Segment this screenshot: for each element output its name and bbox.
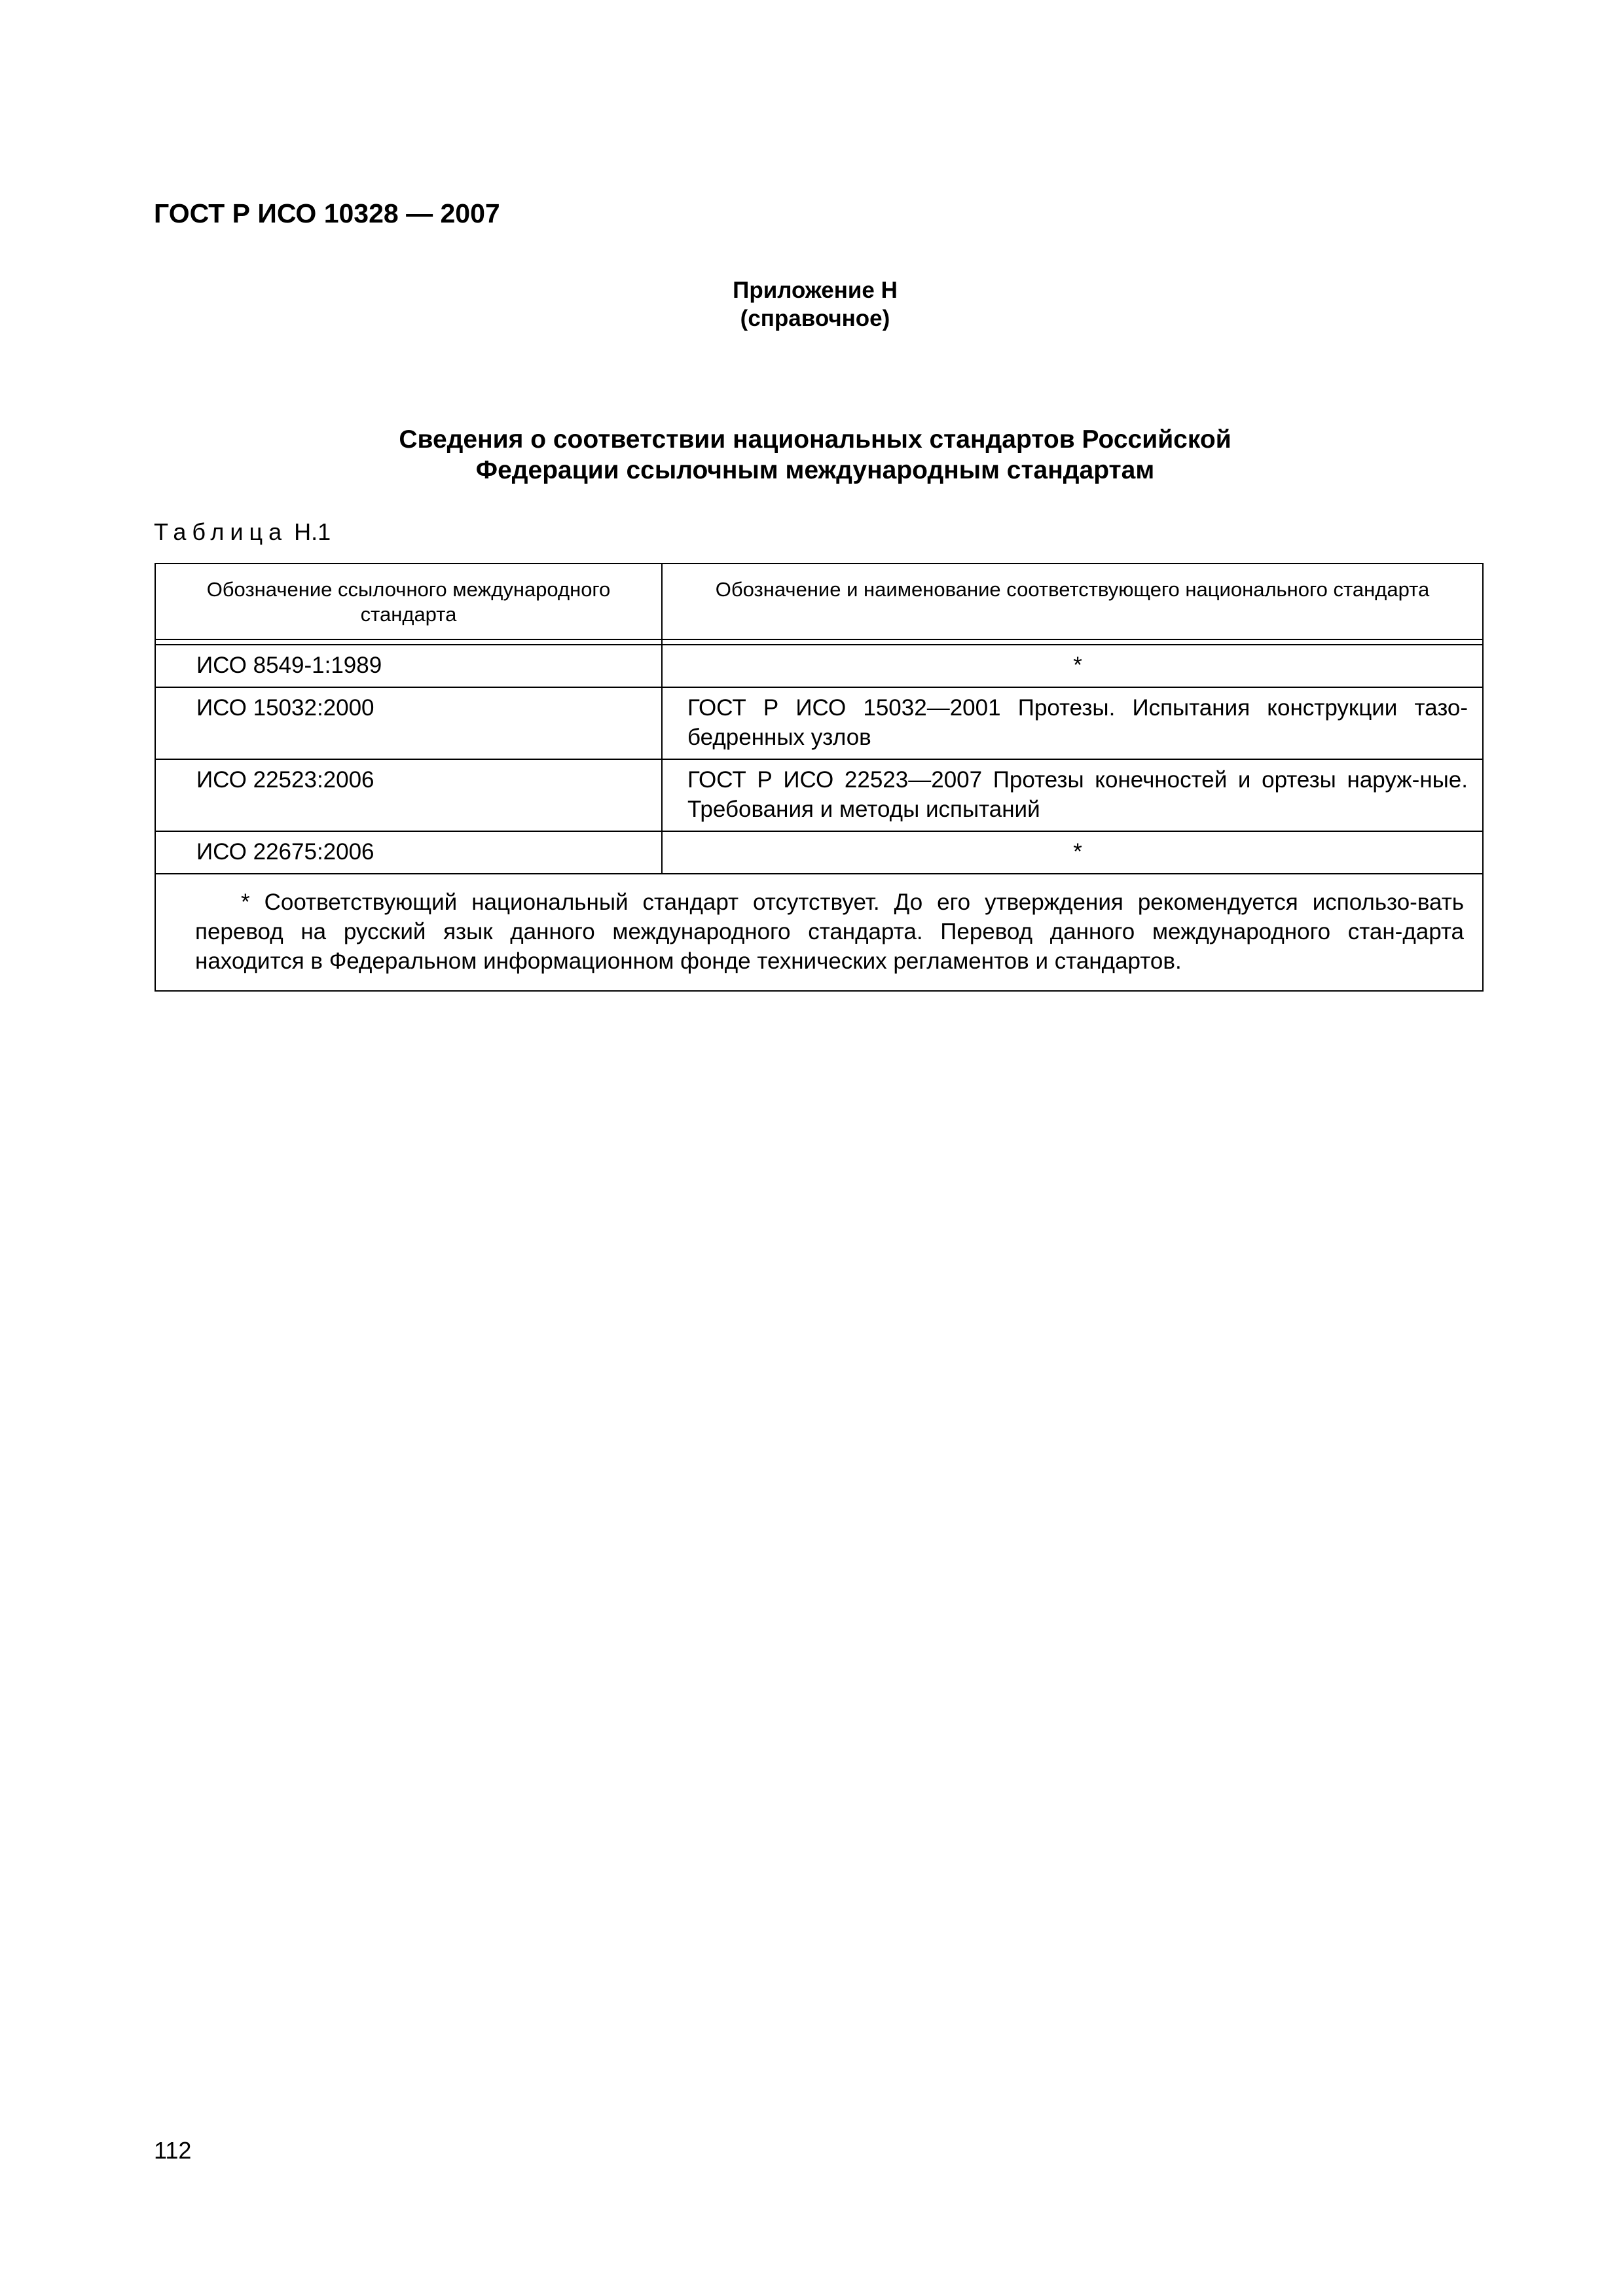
international-standard-cell: ИСО 22523:2006 <box>155 759 662 831</box>
table-row <box>155 759 1483 831</box>
table-header-row <box>155 564 1483 639</box>
national-standard-cell: * <box>662 645 1483 687</box>
table-label-number: Н.1 <box>294 518 331 545</box>
page-number: 112 <box>154 2137 192 2164</box>
reference-table <box>155 563 1484 992</box>
header-national-standard: Обозначение и наименование соответствующего национального стандарта <box>662 564 1483 639</box>
separator-cell <box>662 639 1483 645</box>
national-standard-cell: ГОСТ Р ИСО 22523—2007 Протезы конечностей и ортезы наруж-ные. Требования и методы испытаний <box>662 759 1483 831</box>
separator-cell <box>155 639 662 645</box>
international-standard-cell: ИСО 15032:2000 <box>155 687 662 759</box>
header-separator <box>155 639 1483 645</box>
annex-title: Приложение Н <box>733 278 898 303</box>
annex-kind: (справочное) <box>740 306 890 331</box>
table-footnote-row <box>155 874 1483 991</box>
international-standard-cell: ИСО 8549-1:1989 <box>155 645 662 687</box>
table-label <box>154 518 331 546</box>
table-row <box>155 831 1483 874</box>
table-row <box>155 687 1483 759</box>
table-row <box>155 645 1483 687</box>
national-standard-cell: * <box>662 831 1483 874</box>
document-title-line-1: Сведения о соответствии национальных стандартов Российской <box>399 425 1231 454</box>
table-footnote: * Соответствующий национальный стандарт отсутствует. До его утверждения рекомендуется использо-вать перевод на русский язык данного международного стандарта. Перевод данного международного стан-дарта находится в Федеральном информационном фонде технических регламентов и стандартов. <box>155 874 1483 991</box>
national-standard-cell: ГОСТ Р ИСО 15032—2001 Протезы. Испытания конструкции тазо-бедренных узлов <box>662 687 1483 759</box>
table-label-word: Таблица <box>154 518 288 545</box>
international-standard-cell: ИСО 22675:2006 <box>155 831 662 874</box>
header-international-standard: Обозначение ссылочного международного стандарта <box>155 564 662 639</box>
document-code: ГОСТ Р ИСО 10328 — 2007 <box>154 198 500 228</box>
document-title-line-2: Федерации ссылочным международным стандартам <box>475 456 1155 484</box>
